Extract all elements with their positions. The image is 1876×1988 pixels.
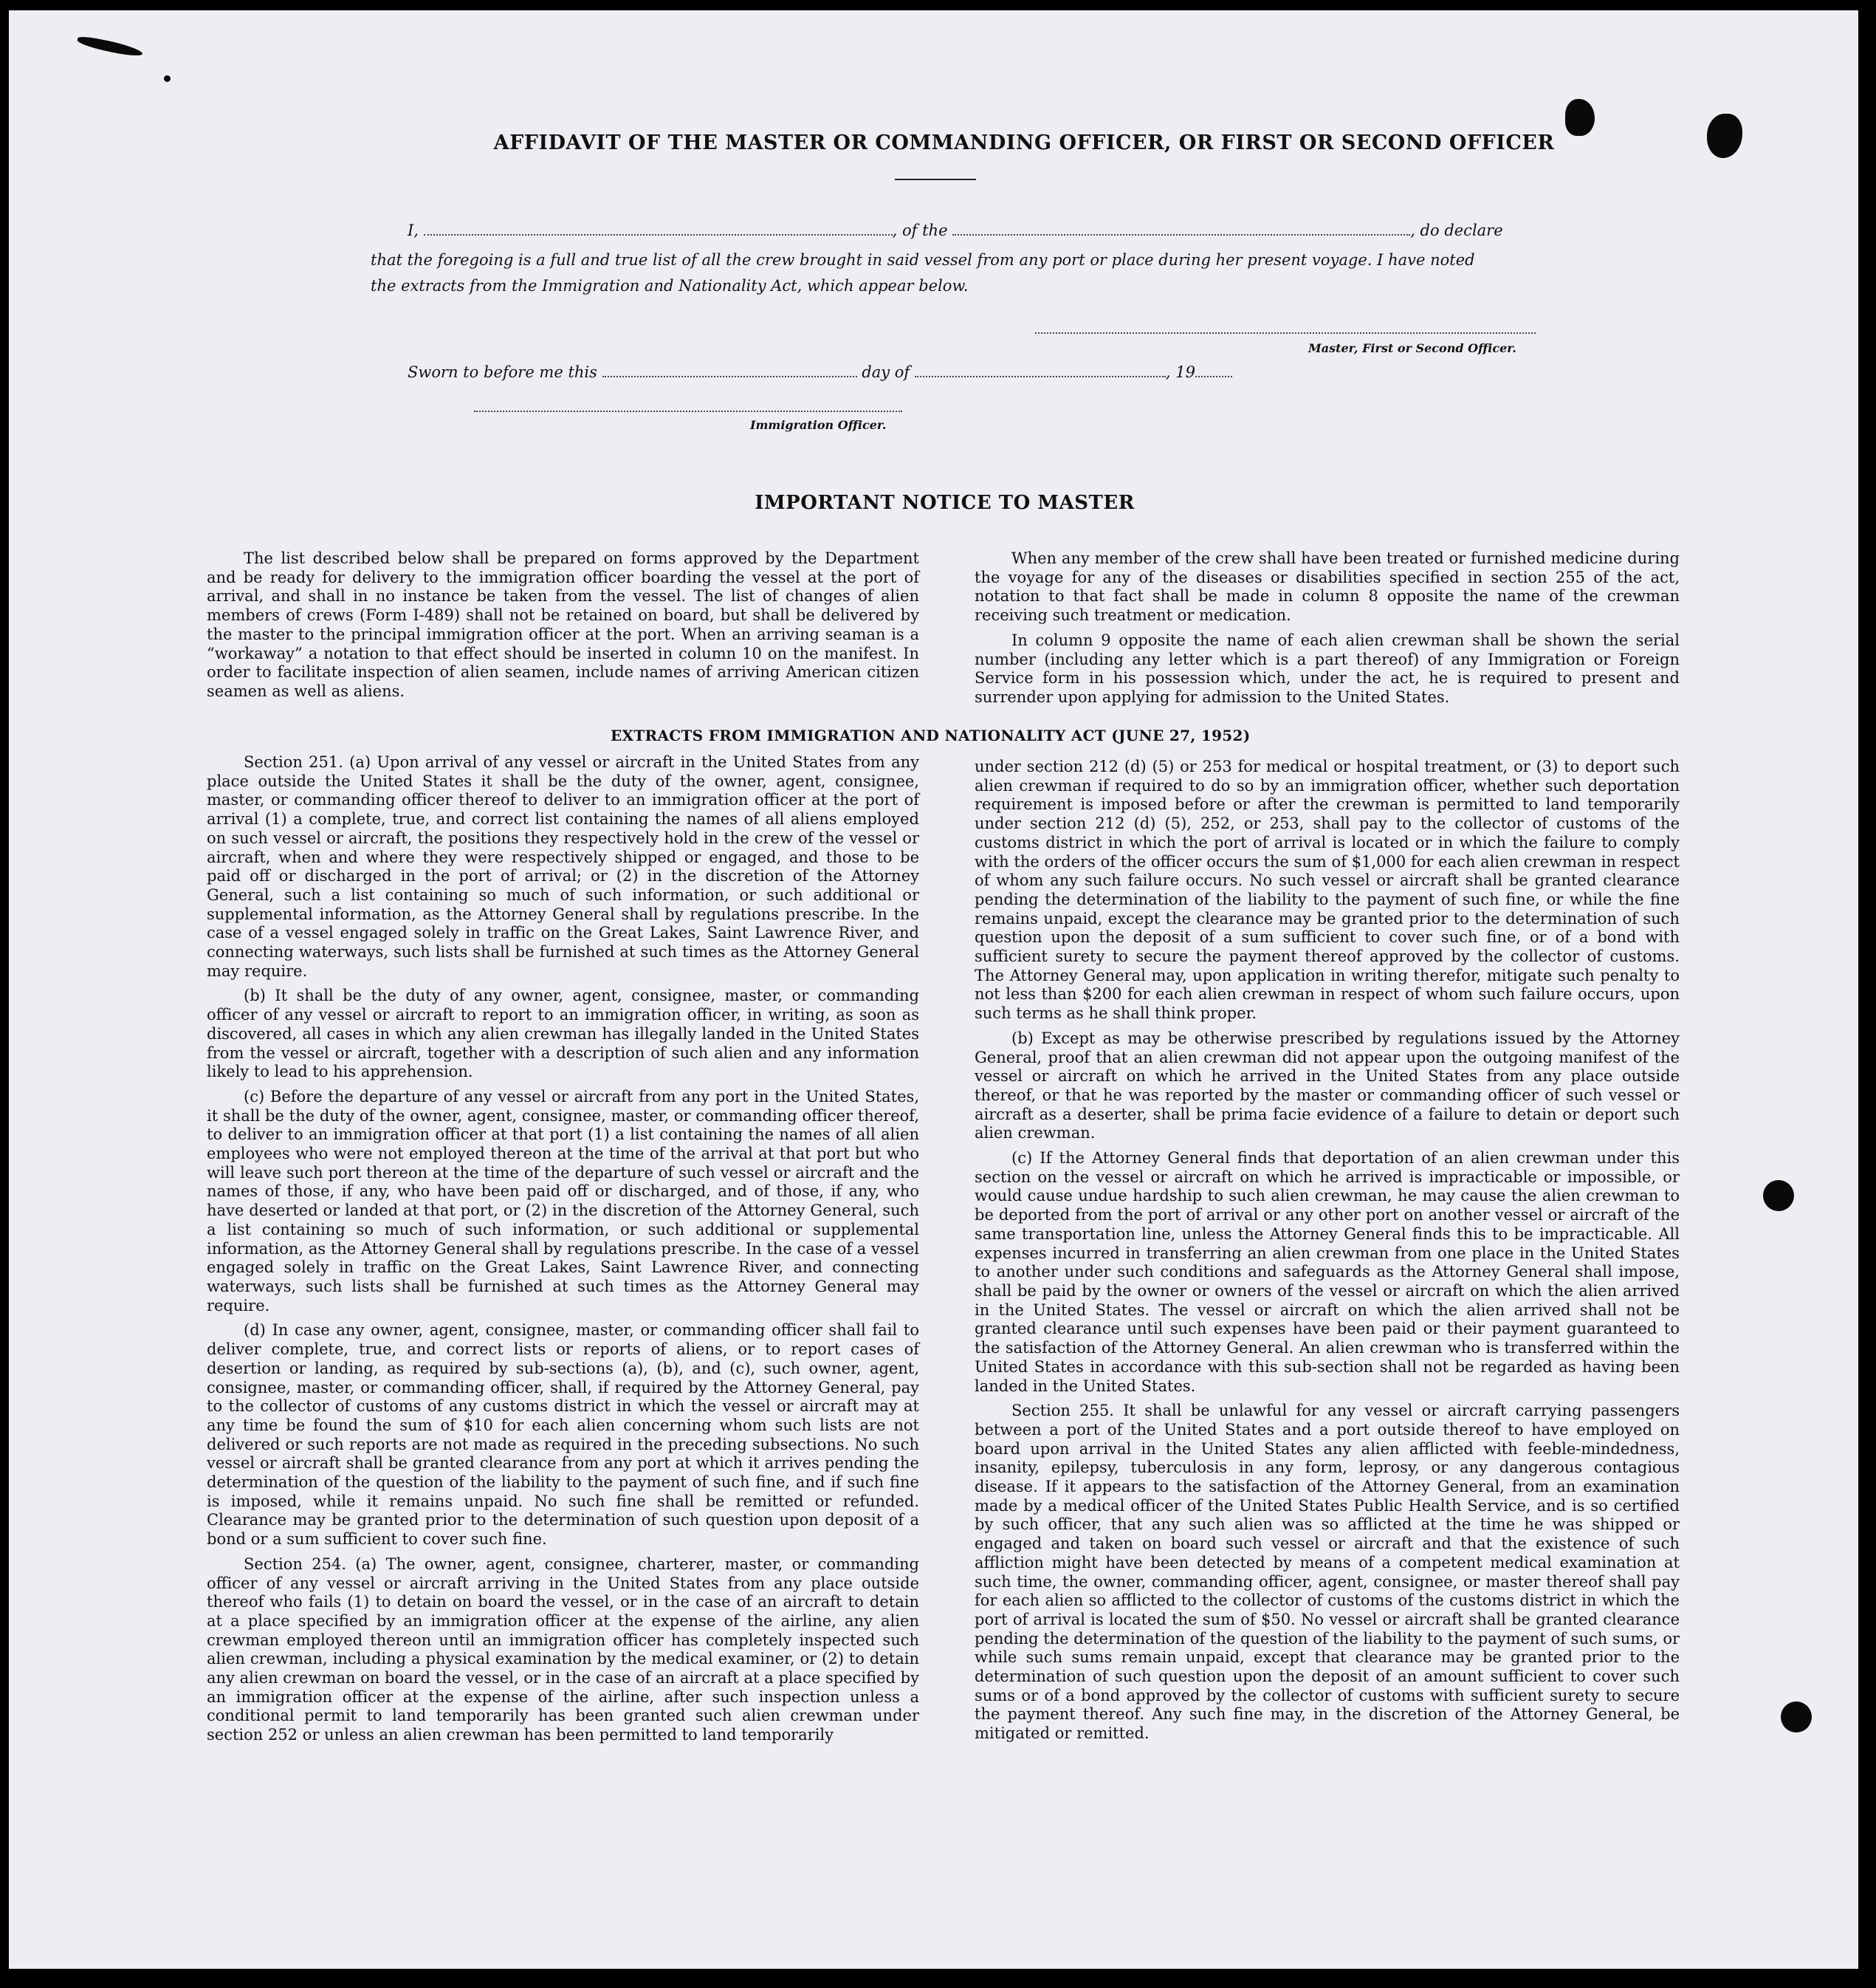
day-of-label: day of xyxy=(862,363,910,381)
sworn-line xyxy=(408,363,1232,381)
master-caption: Master, First or Second Officer. xyxy=(1308,341,1516,355)
do-declare-label: , do declare xyxy=(1410,222,1503,239)
scan-mark xyxy=(1565,99,1595,136)
declaration-text-2: the extracts from the Immigration and Nationality Act, which appear below. xyxy=(371,277,969,295)
section-254-a: Section 254. (a) The owner, agent, consignee, charterer, master, or commanding officer of any vessel or aircraft arriving in the United States from any place outside thereof who fails (1) to detain on board the vessel, or in the case of an aircraft to detain at a place specified by an immigration officer at the expense of the airline, any alien crewman employed thereon until an immigration officer has completely inspected such alien crewman, including a physical examination by the medical examiner, or (2) to detain any alien crewman on board the vessel, or in the case of an aircraft at a place specified by an immigration officer at the expense of the airline, after such inspection unless a conditional permit to land temporarily has been granted such alien crewman under section 252 or unless an alien crewman has been permitted to land temporarily xyxy=(207,1555,919,1744)
section-254-b: (b) Except as may be otherwise prescribed by regulations issued by the Attorney General, proof that an alien crewman did not appear upon the outgoing manifest of the vessel or aircraft on which he arrived in the United States from any place outside thereof, or that he was reported by the master or commanding officer of such vessel or aircraft as a deserter, shall be prima facie evidence of a failure to detain or deport such alien crewman. xyxy=(975,1029,1680,1142)
notice-right-column xyxy=(975,549,1680,713)
scan-mark xyxy=(77,35,144,58)
master-signature-line[interactable] xyxy=(1035,332,1536,334)
section-251-c: (c) Before the departure of any vessel or aircraft from any port in the United States, it shall be the duty of the owner, agent, consignee, master, or commanding officer thereof, to deliver to an immigration officer at that port (1) a list containing the names of all alien employees who were not employed thereon at the time of the arrival at that port but who will leave such port thereon at the time of the departure of such vessel or aircraft and the names of those, if any, who have been paid off or discharged, and of those, if any, who have deserted or landed at that port, or (2) in the discretion of the Attorney General, such a list containing so much of such information, or such additional or supplemental information, as the Attorney General shall by regulations prescribe. In the case of a vessel engaged solely in traffic on the Great Lakes, Saint Lawrence River, and connecting waterways, such lists shall be furnished at such times as the Attorney General may require. xyxy=(207,1087,919,1315)
punch-hole xyxy=(1763,1180,1794,1211)
section-255: Section 255. It shall be unlawful for any vessel or aircraft carrying passengers between a port of the United States and a port outside thereof to have employed on board upon arrival in the United States any alien afflicted with feeble-mindedness, insanity, epilepsy, tuberculosis in any form, leprosy, or any dangerous contagious disease. If it appears to the satisfaction of the Attorney General, from an examination made by a medical officer of the United States Public Health Service, and is so certified by such officer, that any such alien was so afflicted at the time he was shipped or engaged and taken on board such vessel or aircraft and that the existence of such affliction might have been detected by means of a competent medical examination at such time, the owner, commanding officer, agent, consignee, or master thereof shall pay for each alien so afflicted to the collector of customs of the customs district in which the port of arrival is located the sum of $50. No vessel or aircraft shall be granted clearance pending the determination of the question of the liability to the payment of such sums, or while such sums remain unpaid, except that clearance may be granted prior to the determination of such question upon the deposit of an amount sufficient to cover such sums or of a bond approved by the collector of customs with sufficient surety to secure the payment thereof. Any such fine may, in the discretion of the Attorney General, be mitigated or remitted. xyxy=(975,1402,1680,1743)
section-254-c: (c) If the Attorney General finds that deportation of an alien crewman under this section on the vessel or aircraft on which he arrived is impracticable or impossible, or would cause undue hardship to such alien crewman, he may cause the alien crewman to be deported from the port of arrival or any other port on another vessel or aircraft of the same transportation line, unless the Attorney General finds this to be impracticable. All expenses incurred in transferring an alien crewman from one place in the United States to another under such conditions and safeguards as the Attorney General shall impose, shall be paid by the owner or owners of the vessel or aircraft on which the alien arrived in the United States. The vessel or aircraft on which the alien arrived shall not be granted clearance until such expenses have been paid or their payment guaranteed to the satisfaction of the Attorney General. An alien crewman who is transferred within the United States in accordance with this sub-section shall not be regarded as having been landed in the United States. xyxy=(975,1149,1680,1395)
declarant-name-field[interactable] xyxy=(424,224,893,236)
declarant-label: I, xyxy=(408,222,419,239)
of-the-label: , of the xyxy=(892,222,948,239)
vessel-name-field[interactable] xyxy=(952,224,1410,236)
notice-title: IMPORTANT NOTICE TO MASTER xyxy=(755,492,1135,514)
extracts-title: EXTRACTS FROM IMMIGRATION AND NATIONALITY ACT (JUNE 27, 1952) xyxy=(611,727,1251,744)
sworn-label: Sworn to before me this xyxy=(408,363,597,381)
year-label: , 19 xyxy=(1165,363,1195,381)
document-page xyxy=(9,10,1858,1969)
immigration-caption: Immigration Officer. xyxy=(750,418,887,432)
sworn-day-field[interactable] xyxy=(602,366,857,377)
scan-mark xyxy=(164,75,171,82)
declaration-line xyxy=(408,222,1503,239)
notice-right-paragraph-1: When any member of the crew shall have been treated or furnished medicine during the voyage for any of the diseases or disabilities specified in section 255 of the act, notation to that fact shall be made in column 8 opposite the name of the crewman receiving such treatment or medication. xyxy=(975,549,1680,625)
notice-left-column xyxy=(207,549,919,707)
section-254-a-continued: under section 212 (d) (5) or 253 for medical or hospital treatment, or (3) to deport such alien crewman if required to do so by an immigration officer, whether such deportation requirement is imposed before or after the crewman is permitted to land temporarily under section 212 (d) (5), 252, or 253, shall pay to the collector of customs of the customs district in which the port of arrival is located or in which the failure to comply with the orders of the officer occurs the sum of $1,000 for each alien crewman in respect of whom any such failure occurs. No such vessel or aircraft shall be granted clearance pending the determination of the liability to the payment of such fine, or while the fine remains unpaid, except the clearance may be granted prior to the determination of such question upon the deposit of a sum sufficient to cover such fine, or of a bond with sufficient surety to secure the payment thereof approved by the collector of customs. The Attorney General may, upon application in writing therefor, mitigate such penalty to not less than $200 for each alien crewman in respect of whom such failure occurs, upon such terms as he shall think proper. xyxy=(975,758,1680,1023)
immigration-signature-line[interactable] xyxy=(474,411,902,412)
extracts-left-column xyxy=(207,753,919,1751)
notice-right-paragraph-2: In column 9 opposite the name of each alien crewman shall be shown the serial number (including any letter which is a part thereof) of any Immigration or Foreign Service form in his possession which, under the act, he is required to present and surrender upon applying for admission to the United States. xyxy=(975,631,1680,706)
sworn-month-field[interactable] xyxy=(915,366,1166,377)
section-251-d: (d) In case any owner, agent, consignee, master, or commanding officer shall fail to deliver complete, true, and correct lists or reports of aliens, or to report cases of desertion or landing, as required by sub-sections (a), (b), and (c), such owner, agent, consignee, master, or commanding officer, shall, if required by the Attorney General, pay to the collector of customs of any customs district in which the vessel or aircraft may at any time be found the sum of $10 for each alien concerning whom such lists are not delivered or such reports are not made as required in the preceding subsections. No such vessel or aircraft shall be granted clearance from any port at which it arrives pending the determination of the question of the liability to the payment of such fine, and if such fine is imposed, while it remains unpaid. No such fine shall be remitted or refunded. Clearance may be granted prior to the determination of such question upon deposit of a bond or a sum sufficient to cover such fine. xyxy=(207,1321,919,1549)
notice-left-paragraph: The list described below shall be prepared on forms approved by the Department and be ready for delivery to the immigration officer boarding the vessel at the port of arrival, and shall in no instance be taken from the vessel. The list of changes of alien members of crews (Form I-489) shall not be retained on board, but shall be delivered by the master to the principal immigration officer at the port. When an arriving seaman is a “workaway” a notation to that effect should be inserted in column 10 on the manifest. In order to facilitate inspection of alien seamen, include names of arriving American citizen seamen as well as aliens. xyxy=(207,549,919,700)
title-rule xyxy=(895,179,976,180)
section-251-a: Section 251. (a) Upon arrival of any vessel or aircraft in the United States from any place outside the United States it shall be the duty of the owner, agent, consignee, master, or commanding officer thereof to deliver to an immigration officer at the port of arrival (1) a complete, true, and correct list containing the names of all aliens employed on such vessel or aircraft, the positions they respectively hold in the crew of the vessel or aircraft, when and where they were respectively shipped or engaged, and those to be paid off or discharged in the port of arrival; or (2) in the discretion of the Attorney General, such a list containing so much of such information, or such additional or supplemental information, as the Attorney General shall by regulations prescribe. In the case of a vessel engaged solely in traffic on the Great Lakes, Saint Lawrence River, and connecting waterways, such lists shall be furnished at such times as the Attorney General may require. xyxy=(207,753,919,980)
extracts-right-column xyxy=(975,758,1680,1749)
punch-hole xyxy=(1781,1701,1812,1732)
section-251-b: (b) It shall be the duty of any owner, agent, consignee, master, or commanding officer of any vessel or aircraft to report to an immigration officer, in writing, as soon as discovered, all cases in which any alien crewman has illegally landed in the United States from the vessel or aircraft, together with a description of such alien and any information likely to lead to his apprehension. xyxy=(207,987,919,1081)
affidavit-title: AFFIDAVIT OF THE MASTER OR COMMANDING OFFICER, OR FIRST OR SECOND OFFICER xyxy=(493,131,1555,154)
sworn-year-field[interactable] xyxy=(1195,366,1232,377)
declaration-text-1: that the foregoing is a full and true list of all the crew brought in said vessel from any port or place during her present voyage. I have noted xyxy=(371,251,1475,269)
